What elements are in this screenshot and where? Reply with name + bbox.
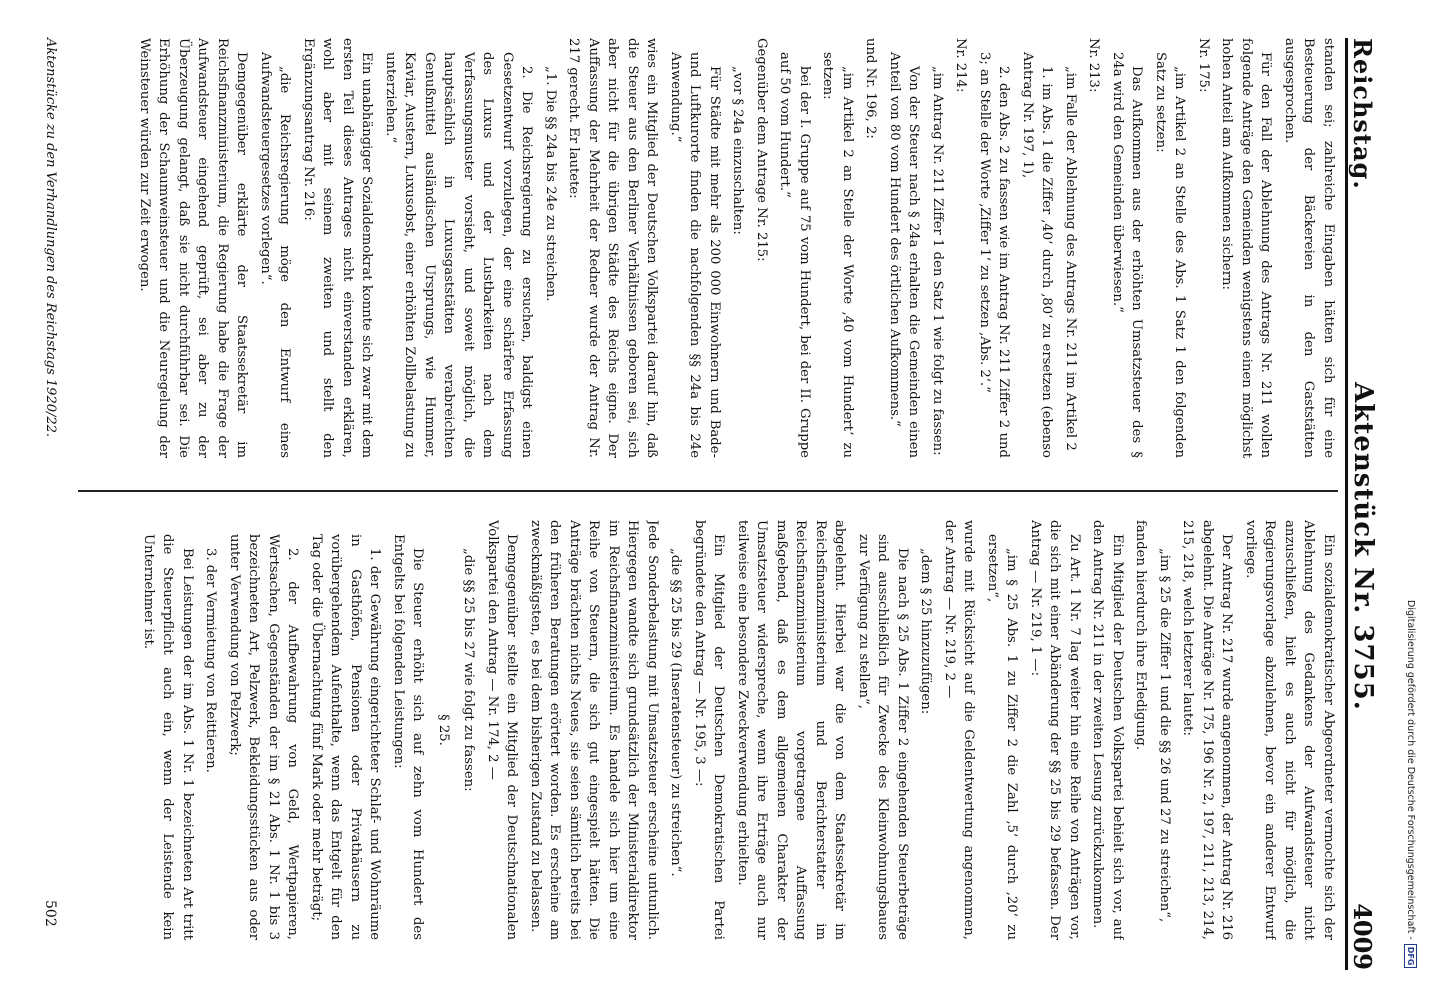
paragraph: 2. Die Reichsregierung zu ersuchen, baldigst einen Gesetzentwurf vorzulegen, der eine schärfere Erfassung des Luxus und der Lustbarkeiten nach dem Verfassungsmuster vorsieht, und soweit möglich, die hauptsächlich in Luxusgaststätten verabreichten Genußmittel ausländischen Ursprungs, wie Hummer, Kaviar, Austern, Luxusobst, einer erhöhten Zollbelastung zu unterziehen.“ [383, 52, 535, 458]
paragraph: „im § 25 Abs. 1 zu Ziffer 2 die Zahl ‚5‘ durch ‚20‘ zu ersetzen“, [985, 534, 1020, 940]
header-title: Aktenstück Nr. 3755. [1348, 382, 1378, 711]
paragraph: „im Falle der Ablehnung des Antrags Nr. 211 im Artikel 2 [1063, 66, 1078, 451]
footer-source: Aktenstücke zu den Verhandlungen des Reichstags 1920/22. [43, 38, 58, 438]
right-column [68, 520, 1338, 940]
paragraph: 1. im Abs. 1 die Ziffer ‚40‘ durch ‚80‘ zu ersetzen (ebenso Antrag Nr. 197, 1), [1020, 52, 1055, 458]
paragraph: und Nr. 196, 2: [863, 38, 879, 139]
paragraph: 2. der Aufbewahrung von Geld, Wertpapieren, Wertsachen, Gegenständen der im § 21 Abs. 1 Nr. 1 bis 3 bezeichneten Art, Pelzwerk, Bekleidungsstücken aus oder unter Verwendung von Pelzwerk; [227, 534, 301, 940]
dfg-logo-icon: DFG [1405, 944, 1418, 969]
paragraph: „dem § 25 hinzuzufügen: [918, 548, 934, 715]
paragraph: 3. der Vermietung von Reittieren. [203, 548, 219, 773]
footer-page-number: 502 [42, 900, 58, 927]
paragraph: bei der I. Gruppe auf 75 vom Hundert, bei der II. Gruppe auf 50 vom Hundert.“ [777, 52, 812, 458]
paragraph: Nr. 214: [953, 38, 969, 93]
paragraph: 1. der Gewährung eingerichteter Schlaf- und Wohnräume in Gasthöfen, Pensionen oder Privathäusern zu vorübergehendem Aufenthalte, wenn das Entgelt für den Tag oder die Übernachtung fünf Mark oder mehr beträgt; [309, 534, 383, 940]
paragraph: wurde mit Rücksicht auf die Geldentwertung angenommen, der Antrag — Nr. 219, 2 — [942, 520, 977, 940]
paragraph: „die §§ 25 bis 27 wie folgt zu fassen: [461, 548, 477, 792]
paragraph: standen sei; zahlreiche Eingaben hätten sich für eine Besteuerung der Bäckereien in den Gaststätten ausgesprochen. [1282, 38, 1336, 458]
paragraph: Demgegenüber erklärte der Staatssekretär im Reichsfinanzministerium, die Regierung habe die Frage der Aufwandsteuer eingehend geprüft, sei aber zu der Überzeugung gelangt, daß sie nicht durchführbar sei. Die Erhöhung der Schaumweinsteuer und die Neuregelung der Weinsteuer würden zur Zeit erwogen. [137, 38, 250, 458]
paragraph: „die §§ 25 bis 29 (Inseratensteuer) zu streichen“. [668, 548, 684, 877]
paragraph: Ein Mitglied der Deutschen Volkspartei behielt sich vor, auf den Antrag Nr. 211 in der zweiten Lesung zurückzukommen. [1090, 520, 1125, 940]
paragraph: Nr. 175: [1196, 38, 1211, 93]
header-left: Reichstag. [1348, 38, 1377, 190]
paragraph: Ein unabhängiger Sozialdemokrat konnte sich zwar mit dem ersten Teil dieses Antrages nicht einverstanden erklären, wohl aber mit seinem zweiten und stellt den Ergänzungsantrag Nr. 216: [301, 38, 375, 458]
header-page-number: 4009 [1348, 903, 1377, 970]
column-divider [78, 490, 1338, 492]
paragraph: „im Antrag Nr. 211 Ziffer 1 den Satz 1 wie folgt zu fassen: [930, 66, 945, 456]
paragraph: Demgegenüber stellte ein Mitglied der Deutschnationalen Volkspartei den Antrag — Nr. 174, 2 — [485, 520, 520, 940]
paragraph: Der Antrag Nr. 217 wurde angenommen, der Antrag Nr. 216 abgelehnt. Die Anträge Nr. 175, 196 Nr. 2, 197, 211, 213, 214, 215, 218, welch letzterer lautet: [1180, 520, 1235, 940]
paragraph: Bei Leistungen der im Abs. 1 Nr. 1 bezeichneten Art tritt die Steuerpflicht auch ein, wenn der Leistende kein Unternehmer ist. [141, 534, 195, 940]
paragraph: 2. den Abs. 2 zu fassen wie im Antrag Nr. 211 Ziffer 2 und 3; an Stelle der Worte ‚Ziffer 1‘ zu setzen ‚Abs. 2‘.“ [977, 52, 1012, 458]
paragraph: Für Städte mit mehr als 200 000 Einwohnern und Bade- und Luftkurorte finden die nachfolgenden §§ 24a bis 24e Anwendung.“ [668, 52, 722, 458]
section-heading: § 25. [436, 714, 451, 746]
paragraph: Die nach § 25 Abs. 1 Ziffer 2 eingehenden Steuerbeträge sind ausschließlich für Zwecke des Kleinwohnungsbaues zur Verfügung zu stellen“, [856, 534, 910, 940]
paragraph: abgelehnt. Hierbei war die von dem Staatssekretär im Reichsfinanzministerium und Berichterstatter im Reichsfinanzministerium vorgetragene Auffassung maßgebend, daß es dem allgemeinen Charakter der Umsatzsteuer widerspreche, wenn ihre Erträge auch nur teilweise eine besondere Zweckverwendung erhielten. [735, 520, 848, 940]
paragraph: „im Artikel 2 an Stelle des Abs. 1 Satz 1 den folgenden Satz zu setzen: [1153, 52, 1188, 458]
credit-text: Digitalisierung gefördert durch die Deutsche Forschungsgemeinschaft - [1405, 600, 1417, 940]
page-header [1345, 38, 1394, 970]
paragraph: Zu Art. 1 Nr. 7 lag weiter hin eine Reihe von Anträgen vor, die sich mit einer Abänderung der §§ 25 bis 29 befassen. Der Antrag — Nr. 219, 1 —: [1028, 520, 1082, 940]
paragraph: Nr. 213: [1086, 38, 1102, 93]
paragraph: wies ein Mitglied der Deutschen Volkspartei darauf hin, daß die Steuer aus den Berliner Verhältnissen geboren sei, sich aber nicht für die übrigen Städte des Reichs eigne. Der Auffassung der Mehrheit der Redner wurde der Antrag Nr. 217 gerecht. Er lautete: [566, 38, 660, 458]
paragraph: „die Reichsregierung möge den Entwurf eines Aufwandsteuergesetzes vorlegen“. [258, 52, 293, 458]
paragraph: Für den Fall der Ablehnung des Antrags Nr. 211 wollen folgende Anträge den Gemeinden wenigstens einen möglichst hohen Anteil am Aufkommen sichern: [1219, 38, 1274, 458]
paragraph: „im § 25 die Ziffer 1 und die §§ 26 und 27 zu streichen“, [1157, 548, 1172, 923]
paragraph: „im Artikel 2 an Stelle der Worte ‚40 vom Hundert‘ zu setzen: [820, 52, 855, 458]
paragraph: Die Steuer erhöht sich auf zehn vom Hundert des Entgelts bei folgenden Leistungen: [391, 534, 426, 940]
paragraph: Ein sozialdemokratischer Abgeordneter vermochte sich der Ablehnung des Gedankens der Aufwandsteuer nicht anzuschließen, hielt es auch nicht für möglich, die Regierungsvorlage abzulehnen, bevor ein anderer Entwurf vorliege. [1243, 520, 1336, 940]
left-column [68, 38, 1338, 458]
paragraph: fanden hierdurch ihre Erledigung. [1133, 520, 1149, 750]
paragraph: „vor § 24a einzuschalten: [730, 66, 746, 235]
paragraph: „1. Die §§ 24a bis 24e zu streichen. [543, 66, 558, 302]
paragraph: Von der Steuer nach § 24a erhalten die Gemeinden einen Anteil von 80 vom Hundert des örtlichen Aufkommens.“ [887, 52, 922, 458]
digitization-credit [1404, 600, 1418, 1000]
paragraph: Gegenüber dem Antrage Nr. 215: [754, 38, 769, 262]
paragraph: Jede Sonderbelastung mit Umsatzsteuer erscheine untunlich. Hiergegen wandte sich grundsätzlich der Ministerialdirektor im Reichsfinanzministerium. Es handele sich hier um eine Reihe von Steuern, die sich gut eingespielt hätten. Die Anträge brächten nichts Neues, sie seien sämtlich bereits bei den früheren Beratungen erörtert worden. Es erscheine am zweckmäßigsten, es bei dem bisherigen Zustand zu belassen. [528, 520, 660, 940]
paragraph: Ein Mitglied der Deutschen Demokratischen Partei begründete den Antrag — Nr. 195, 3 —: [692, 520, 727, 940]
paragraph: Das Aufkommen aus der erhöhten Umsatzsteuer des § 24a wird den Gemeinden überwiesen.“ [1110, 52, 1145, 458]
